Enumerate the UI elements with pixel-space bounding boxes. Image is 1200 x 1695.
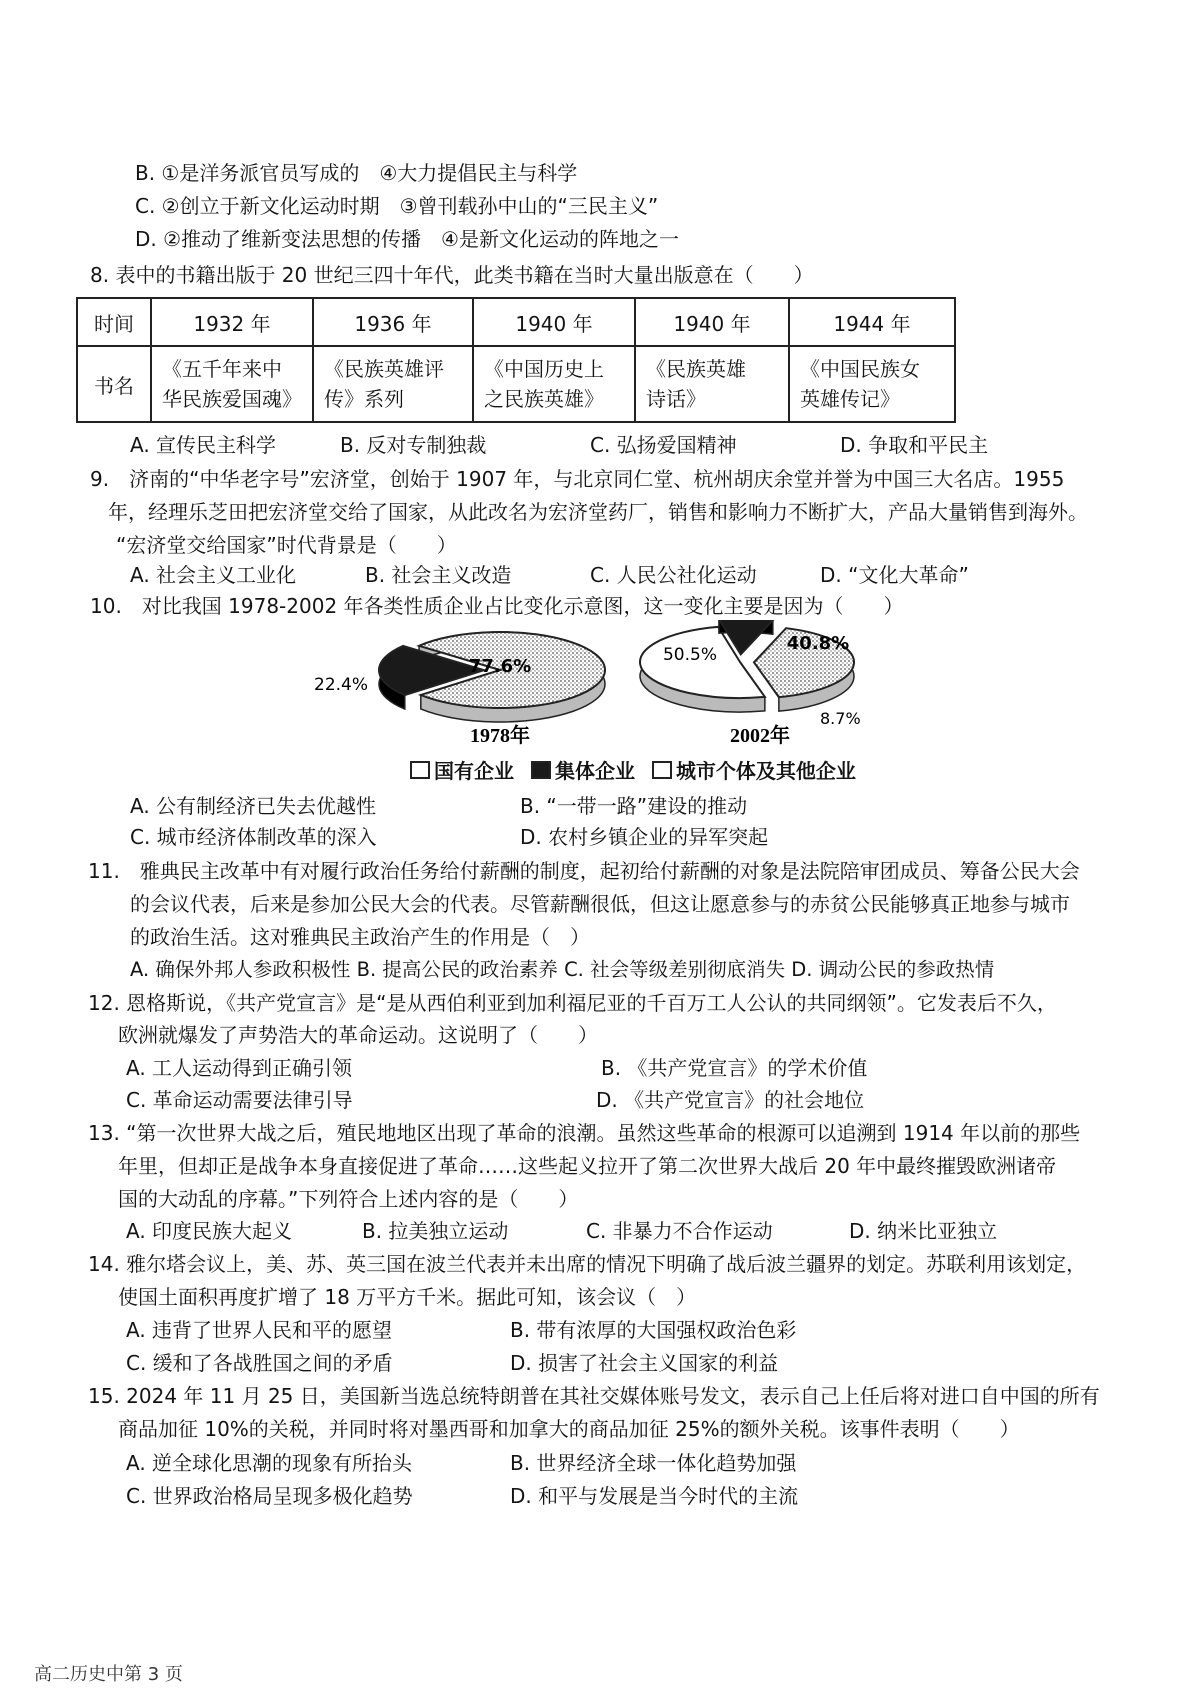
q12-options-row1 xyxy=(126,1055,1076,1081)
legend-label-other: 城市个体及其他企业 xyxy=(675,759,856,783)
q12-option-a: A. 工人运动得到正确引领 xyxy=(126,1056,353,1080)
q12-option-b: B. 《共产党宣言》的学术价值 xyxy=(601,1056,868,1080)
q14-option-d: D. 损害了社会主义国家的利益 xyxy=(510,1351,779,1375)
table-book-5: 《中国民族女 英雄传记》 xyxy=(789,346,955,422)
q15-option-c: C. 世界政治格局呈现多极化趋势 xyxy=(126,1484,413,1508)
legend-swatch-other xyxy=(652,761,672,779)
q15-line-1: 15. 2024 年 11 月 25 日，美国新当选总统特朗普在其社交媒体账号发文，表示自己上任后将对进口自中国的所有 xyxy=(88,1384,1100,1408)
table-year-4: 1940 年 xyxy=(635,298,789,346)
q9-line-1: 9. 济南的“中华老字号”宏济堂，创始于 1907 年，与北京同仁堂、杭州胡庆余堂并誉为中国三大名店。1955 xyxy=(90,467,1065,491)
q8-option-b: B. 反对专制独裁 xyxy=(340,433,487,457)
q10-option-a: A. 公有制经济已失去优越性 xyxy=(130,794,377,818)
q13-line-1: 13. “第一次世界大战之后，殖民地地区出现了革命的浪潮。虽然这些革命的根源可以追溯到 1914 年以前的那些 xyxy=(88,1121,1081,1145)
chart-legend xyxy=(400,755,856,784)
q14-line-1: 14. 雅尔塔会议上，美、苏、英三国在波兰代表并未出席的情况下明确了战后波兰疆界的划定。苏联利用该划定， xyxy=(88,1252,1087,1276)
table-header-books: 书名 xyxy=(77,346,151,422)
legend-label-state: 国有企业 xyxy=(434,759,514,783)
table-year-2: 1936 年 xyxy=(313,298,473,346)
q14-option-c: C. 缓和了各战胜国之间的矛盾 xyxy=(126,1351,393,1375)
q15-option-a: A. 逆全球化思潮的现象有所抬头 xyxy=(126,1451,413,1475)
q12-line-2: 欧洲就爆发了声势浩大的革命运动。这说明了（ ） xyxy=(118,1023,598,1047)
q13-options xyxy=(126,1218,1076,1244)
q13-option-d: D. 纳米比亚独立 xyxy=(849,1219,998,1243)
q15-options-row1 xyxy=(126,1450,1076,1476)
q13-option-b: B. 拉美独立运动 xyxy=(362,1219,509,1243)
table-year-3: 1940 年 xyxy=(473,298,635,346)
pie-2002-title: 2002年 xyxy=(730,725,790,747)
q9-option-c: C. 人民公社化运动 xyxy=(590,563,757,587)
q15-line-2: 商品加征 10%的关税，并同时将对墨西哥和加拿大的商品加征 25%的额外关税。该事件表明（ ） xyxy=(118,1417,1020,1441)
q8-option-d: D. 争取和平民主 xyxy=(840,433,989,457)
pie-1978-label-state: 77.6% xyxy=(468,656,532,677)
q13-option-a: A. 印度民族大起义 xyxy=(126,1219,293,1243)
pie-2002-label-collective: 8.7% xyxy=(820,709,861,728)
q8-option-a: A. 宣传民主科学 xyxy=(130,433,277,457)
q9-options xyxy=(130,562,1080,588)
q12-line-1: 12. 恩格斯说，《共产党宣言》是“是从西伯利亚到加利福尼亚的千百万工人公认的共同纲领”。它发表后不久， xyxy=(88,991,1057,1015)
q13-line-3: 国的大动乱的序幕。”下列符合上述内容的是（ ） xyxy=(118,1187,579,1211)
q13-option-c: C. 非暴力不合作运动 xyxy=(586,1219,773,1243)
q11-line-2: 的会议代表，后来是参加公民大会的代表。尽管薪酬很低，但这让愿意参与的赤贫公民能够真正地参与城市 xyxy=(130,892,1070,916)
q7-option-d: D. ②推动了维新变法思想的传播 ④是新文化运动的阵地之一 xyxy=(135,227,679,251)
q9-line-3: “宏济堂交给国家”时代背景是（ ） xyxy=(116,533,457,557)
q15-option-b: B. 世界经济全球一体化趋势加强 xyxy=(510,1451,797,1475)
table-year-1: 1932 年 xyxy=(151,298,313,346)
q8-option-c: C. 弘扬爱国精神 xyxy=(590,433,737,457)
q11-line-1: 11. 雅典民主改革中有对履行政治任务给付薪酬的制度，起初给付薪酬的对象是法院陪审团成员、筹备公民大会 xyxy=(88,859,1080,883)
q8-options xyxy=(130,432,1080,458)
pie-1978-label-collective: 22.4% xyxy=(314,675,369,695)
q10-option-c: C. 城市经济体制改革的深入 xyxy=(130,825,377,849)
q14-line-2: 使国土面积再度扩增了 18 万平方千米。据此可知，该会议（ ） xyxy=(118,1285,697,1309)
table-book-3: 《中国历史上 之民族英雄》 xyxy=(473,346,635,422)
q13-line-2: 年里，但却正是战争本身直接促进了革命……这些起义拉开了第二次世界大战后 20 年中最终摧毁欧洲诸帝 xyxy=(118,1154,1057,1178)
q12-option-d: D. 《共产党宣言》的社会地位 xyxy=(596,1088,865,1112)
q9-option-a: A. 社会主义工业化 xyxy=(130,563,297,587)
q9-option-d: D. “文化大革命” xyxy=(820,563,969,587)
q11-line-3: 的政治生活。这对雅典民主政治产生的作用是（ ） xyxy=(130,925,590,949)
q10-option-b: B. “一带一路”建设的推动 xyxy=(520,794,748,818)
q15-options-row2 xyxy=(126,1483,1076,1509)
q10-stem: 10. 对比我国 1978-2002 年各类性质企业占比变化示意图，这一变化主要是因为（ ） xyxy=(90,594,904,618)
legend-label-collective: 集体企业 xyxy=(554,759,635,783)
legend-swatch-state xyxy=(410,761,430,779)
table-header-time: 时间 xyxy=(77,298,151,346)
q14-option-b: B. 带有浓厚的大国强权政治色彩 xyxy=(510,1318,797,1342)
q15-option-d: D. 和平与发展是当今时代的主流 xyxy=(510,1484,799,1508)
q14-options-row1 xyxy=(126,1317,1076,1343)
q12-options-row2 xyxy=(126,1087,1076,1113)
q11-options: A. 确保外邦人参政积极性 B. 提高公民的政治素养 C. 社会等级差别彻底消失 D. 调动公民的参政热情 xyxy=(130,958,995,981)
q12-option-c: C. 革命运动需要法律引导 xyxy=(126,1088,353,1112)
q9-line-2: 年，经理乐芝田把宏济堂交给了国家，从此改名为宏济堂药厂，销售和影响力不断扩大，产品大量销售到海外。 xyxy=(108,500,1088,524)
q8-books-table xyxy=(76,297,956,423)
table-book-1: 《五千年来中 华民族爱国魂》 xyxy=(151,346,313,422)
q9-option-b: B. 社会主义改造 xyxy=(365,563,512,587)
table-year-5: 1944 年 xyxy=(789,298,955,346)
table-book-2: 《民族英雄评 传》系列 xyxy=(313,346,473,422)
pie-1978-title: 1978年 xyxy=(470,725,530,747)
pie-2002-label-state: 50.5% xyxy=(662,645,718,665)
page-footer: 高二历史中第 3 页 xyxy=(34,1664,183,1685)
pie-1978 xyxy=(379,632,605,722)
q14-option-a: A. 违背了世界人民和平的愿望 xyxy=(126,1318,393,1342)
q10-options-row2 xyxy=(130,824,1080,850)
q10-options-row1 xyxy=(130,793,1080,819)
table-book-4: 《民族英雄 诗话》 xyxy=(635,346,789,422)
q7-option-b: B. ①是洋务派官员写成的 ④大力提倡民主与科学 xyxy=(135,161,578,185)
q10-option-d: D. 农村乡镇企业的异军突起 xyxy=(520,825,769,849)
q7-option-c: C. ②创立于新文化运动时期 ③曾刊载孙中山的“三民主义” xyxy=(135,194,659,218)
legend-swatch-collective xyxy=(531,761,551,779)
pie-2002-label-other: 40.8% xyxy=(786,633,850,654)
q8-stem: 8. 表中的书籍出版于 20 世纪三四十年代，此类书籍在当时大量出版意在（ ） xyxy=(90,263,814,287)
q14-options-row2 xyxy=(126,1350,1076,1376)
